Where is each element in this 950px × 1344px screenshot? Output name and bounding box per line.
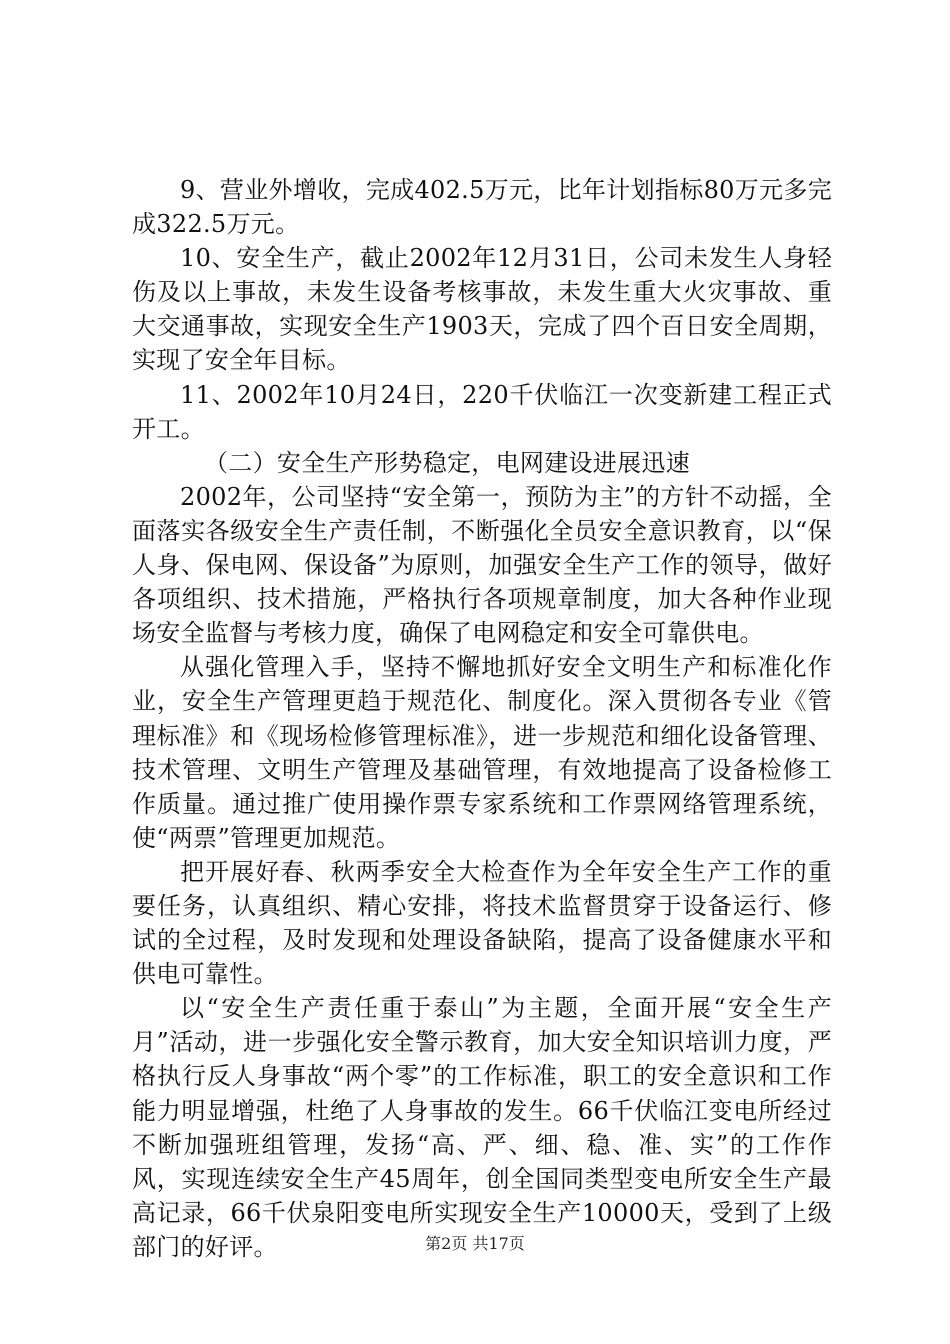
page-footer: 第2页 共17页 bbox=[425, 1234, 525, 1253]
paragraph-management: 从强化管理入手，坚持不懈地抓好安全文明生产和标准化作业，安全生产管理更趋于规范化、制度化。深入贯彻各专业《管理标准》和《现场检修管理标准》，进一步规范和细化设备管理、技术管理、文明生产管理及基础管理，有效地提高了设备检修工作质量。通过推广使用操作票专家系统和工作票网络管理系统，使“两票”管理更加规范。 bbox=[132, 653, 832, 852]
section-heading: （二）安全生产形势稳定，电网建设进展迅速 bbox=[204, 448, 690, 477]
paragraph-safety-month: 以“安全生产责任重于泰山”为主题，全面开展“安全生产月”活动，进一步强化安全警示教育，加大安全知识培训力度，严格执行反人身事故“两个零”的工作标准，职工的安全意识和工作能力明显增强，杜绝了人身事故的发生。66千伏临江变电所经过不断加强班组管理，发扬“高、严、细、稳、准、实”的工作作风，实现连续安全生产45周年，创全国同类型变电所安全生产最高记录，66千伏泉阳变电所实现安全生产10000天，受到了上级部门的好评。 bbox=[132, 994, 832, 1261]
paragraph-inspection: 把开展好春、秋两季安全大检查作为全年安全生产工作的重要任务，认真组织、精心安排，将技术监督贯穿于设备运行、修试的全过程，及时发现和处理设备缺陷，提高了设备健康水平和供电可靠性。 bbox=[132, 857, 832, 989]
paragraph-item-11: 11、2002年10月24日，220千伏临江一次变新建工程正式开工。 bbox=[132, 380, 832, 443]
document-body bbox=[132, 173, 832, 1264]
paragraph-item-10: 10、安全生产，截止2002年12月31日，公司未发生人身轻伤及以上事故，未发生设备考核事故，未发生重大火灾事故、重大交通事故，实现安全生产1903天，完成了四个百日安全周期，实现了安全年目标。 bbox=[132, 244, 832, 375]
paragraph-item-9: 9、营业外增收，完成402.5万元，比年计划指标80万元多完成322.5万元。 bbox=[132, 176, 832, 239]
paragraph-safety-policy: 2002年，公司坚持“安全第一，预防为主”的方针不动摇，全面落实各级安全生产责任制，不断强化全员安全意识教育，以“保人身、保电网、保设备”为原则，加强安全生产工作的领导，做好各项组织、技术措施，严格执行各项规章制度，加大各种作业现场安全监督与考核力度，确保了电网稳定和安全可靠供电。 bbox=[132, 482, 832, 648]
